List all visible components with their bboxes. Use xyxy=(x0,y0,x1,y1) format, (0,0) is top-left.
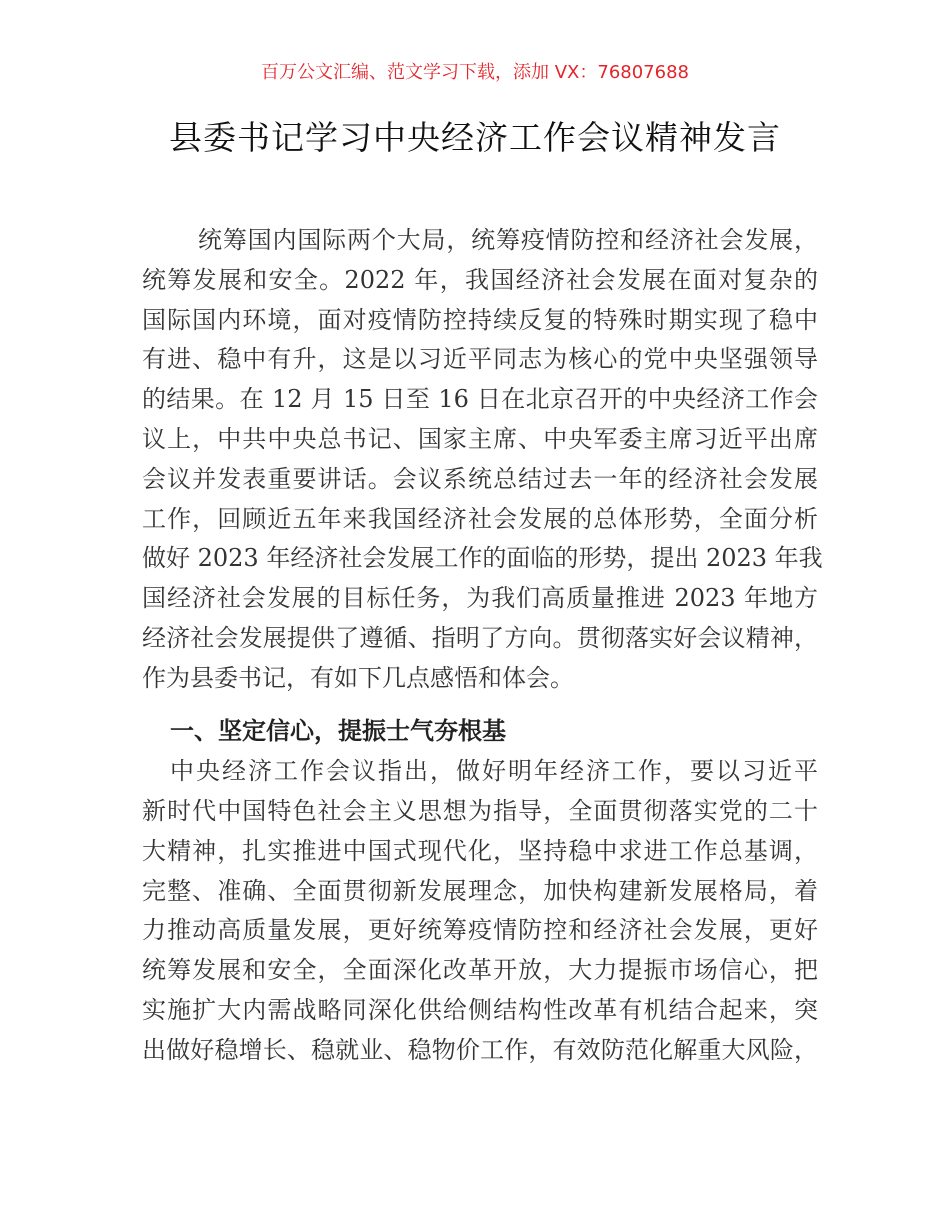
download-banner: 百万公文汇编、范文学习下载，添加 VX：76807688 xyxy=(261,62,689,83)
text-line: 统筹国内国际两个大局，统筹疫情防控和经济社会发展， xyxy=(198,226,818,254)
text-line: 作为县委书记，有如下几点感悟和体会。 xyxy=(142,664,574,692)
text-line: 统筹发展和安全，全面深化改革开放，大力提振市场信心，把 xyxy=(142,956,818,984)
section-heading-1: 一、坚定信心，提振士气夯根基 xyxy=(170,717,506,745)
text-line: 中央经济工作会议指出，做好明年经济工作，要以习近平 xyxy=(170,757,818,785)
text-line: 实施扩大内需战略同深化供给侧结构性改革有机结合起来，突 xyxy=(142,996,818,1024)
text-line: 议上，中共中央总书记、国家主席、中央军委主席习近平出席 xyxy=(142,425,818,453)
text-line: 有进、稳中有升，这是以习近平同志为核心的党中央坚强领导 xyxy=(142,345,818,373)
document-title: 县委书记学习中央经济工作会议精神发言 xyxy=(169,118,781,157)
text-line: 会议并发表重要讲话。会议系统总结过去一年的经济社会发展 xyxy=(142,465,818,493)
text-line: 完整、准确、全面贯彻新发展理念，加快构建新发展格局，着 xyxy=(142,877,818,905)
text-line: 工作，回顾近五年来我国经济社会发展的总体形势，全面分析 xyxy=(142,505,818,533)
text-line: 的结果。在 12 月 15 日至 16 日在北京召开的中央经济工作会 xyxy=(142,385,818,413)
text-line: 国经济社会发展的目标任务，为我们高质量推进 2023 年地方 xyxy=(142,584,818,612)
text-line: 统筹发展和安全。2022 年，我国经济社会发展在面对复杂的 xyxy=(142,266,818,294)
text-line: 国际国内环境，面对疫情防控持续反复的特殊时期实现了稳中 xyxy=(142,306,818,334)
text-line: 做好 2023 年经济社会发展工作的面临的形势，提出 2023 年我 xyxy=(142,544,823,572)
text-line: 经济社会发展提供了遵循、指明了方向。贯彻落实好会议精神， xyxy=(142,624,818,652)
text-line: 出做好稳增长、稳就业、稳物价工作，有效防范化解重大风险， xyxy=(142,1036,818,1064)
text-line: 大精神，扎实推进中国式现代化，坚持稳中求进工作总基调， xyxy=(142,837,818,865)
text-line: 力推动高质量发展，更好统筹疫情防控和经济社会发展，更好 xyxy=(142,916,818,944)
text-line: 新时代中国特色社会主义思想为指导，全面贯彻落实党的二十 xyxy=(142,797,818,825)
